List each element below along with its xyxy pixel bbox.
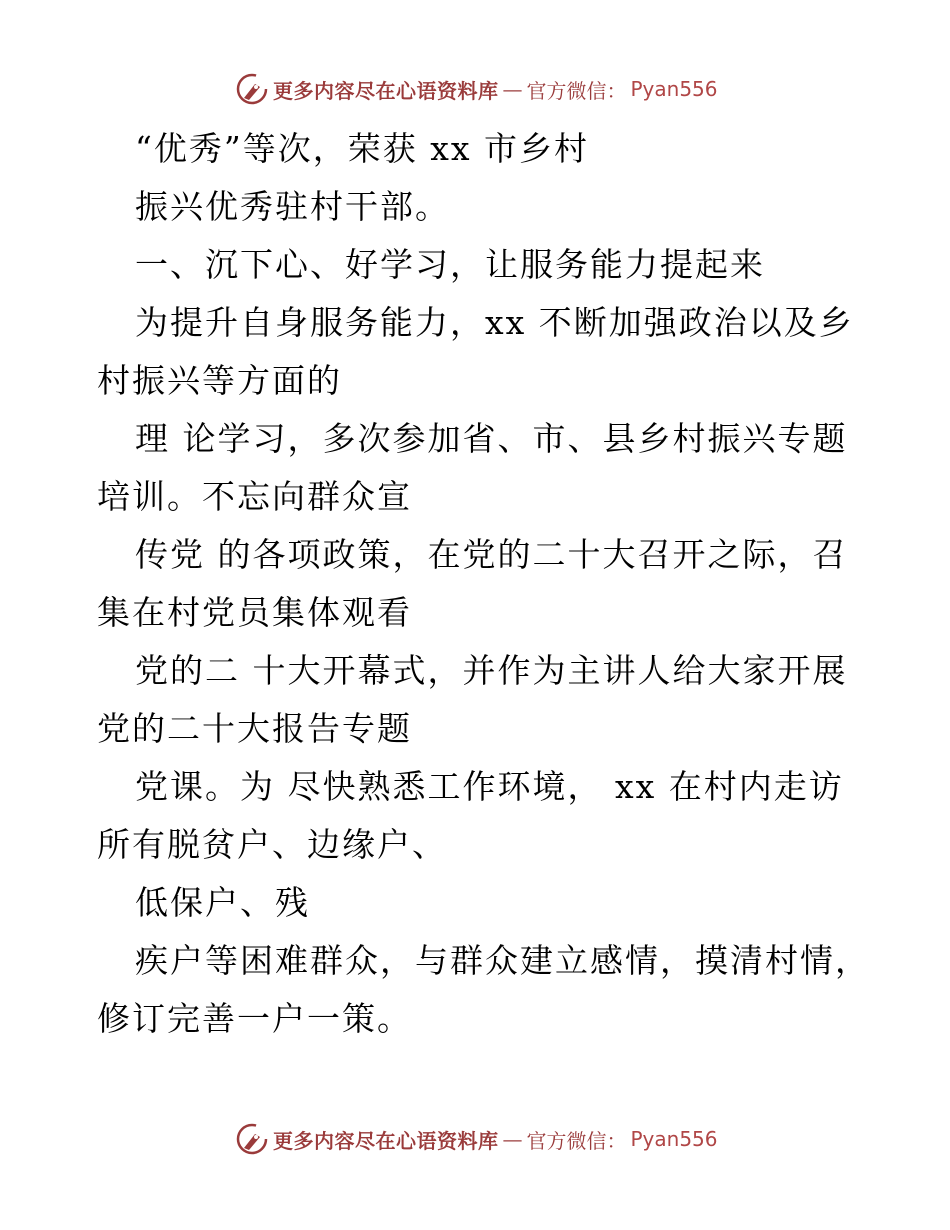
watermark-dash: — (502, 77, 523, 101)
body-line: 为提升自身服务能力，xx 不断加强政治以及乡 (135, 303, 854, 342)
body-line: 振兴优秀驻村干部。 (135, 187, 450, 226)
body-line: 所有脱贫户、边缘户、 (97, 825, 447, 864)
body-line: 修订完善一户一策。 (97, 999, 412, 1038)
watermark-text: 更多内容尽在心语资料库 (273, 78, 499, 103)
body-line: 党的二 十大开幕式，并作为主讲人给大家开展 (135, 651, 848, 690)
header-watermark (235, 72, 718, 106)
body-line: 党的二十大报告专题 (97, 709, 412, 748)
footer-watermark (235, 1122, 718, 1156)
body-line: 村振兴等方面的 (97, 361, 342, 400)
body-line: 疾户等困难群众，与群众建立感情，摸清村情， (135, 941, 870, 980)
document-body (97, 120, 870, 1048)
body-line: 低保户、残 (135, 883, 310, 922)
body-line: 培训。不忘向群众宣 (97, 477, 412, 516)
body-line: “优秀”等次，荣获 xx 市乡村 (135, 129, 589, 168)
watermark-text: 更多内容尽在心语资料库 (273, 1128, 499, 1153)
watermark-wechat-label: 官方微信： (526, 78, 627, 103)
watermark-dash: — (502, 1127, 523, 1151)
pen-nib-logo-icon (235, 1122, 269, 1156)
body-line: 理 论学习，多次参加省、市、县乡村振兴专题 (135, 419, 848, 458)
watermark-wechat-id: Pyan556 (630, 1127, 718, 1151)
watermark-wechat-id: Pyan556 (630, 77, 718, 101)
pen-nib-logo-icon (235, 72, 269, 106)
watermark-wechat-label: 官方微信： (526, 1128, 627, 1153)
section-heading: 一、沉下心、好学习，让服务能力提起来 (135, 245, 765, 284)
body-line: 集在村党员集体观看 (97, 593, 412, 632)
body-line: 党课。为 尽快熟悉工作环境， xx 在村内走访 (135, 767, 844, 806)
body-line: 传党 的各项政策，在党的二十大召开之际，召 (135, 535, 848, 574)
